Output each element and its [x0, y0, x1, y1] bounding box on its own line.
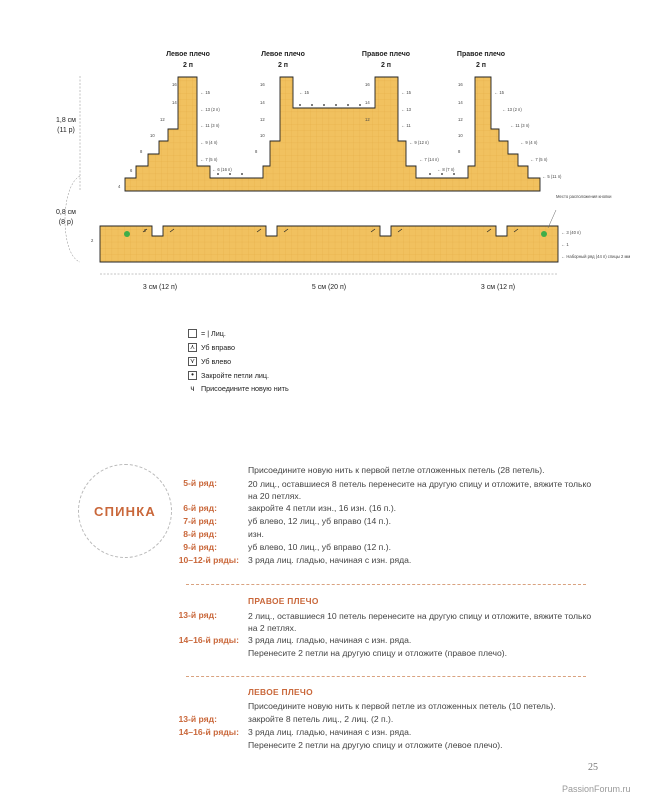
svg-text:16: 16: [458, 82, 463, 87]
svg-text:← 11: ← 11: [401, 123, 411, 128]
svg-text:12: 12: [160, 117, 165, 122]
svg-text:14: 14: [365, 100, 370, 105]
svg-text:← 1: ← 1: [561, 242, 569, 247]
svg-text:6: 6: [130, 168, 133, 173]
row-text: закройте 8 петель лиц., 2 лиц. (2 п.).: [248, 714, 394, 724]
svg-text:← 15: ← 15: [299, 90, 310, 95]
divider: [186, 584, 586, 585]
shoulder-label-3: Правое плечо: [361, 51, 411, 58]
svg-text:4: 4: [118, 184, 121, 189]
shoulder-label-4: Правое плечо: [456, 51, 506, 58]
row-text: уб влево, 10 лиц., уб вправо (12 п.).: [248, 542, 391, 552]
row-label: 14–16-й ряды:: [178, 635, 239, 645]
svg-text:5 см (20 п): 5 см (20 п): [311, 284, 347, 291]
shoulder-label-1: Левое плечо: [166, 51, 210, 58]
svg-text:← 13 (2 п): ← 13 (2 п): [502, 107, 522, 112]
intro-text: Присоедините новую нить к первой петле отложенных петель (28 петель).: [248, 465, 545, 475]
shoulder-label-3-sub: 2 п: [380, 62, 392, 69]
svg-text:(8 р): (8 р): [58, 219, 74, 226]
lower-notes: [548, 194, 630, 259]
svg-text:14: 14: [458, 100, 463, 105]
svg-text:← 15: ← 15: [401, 90, 412, 95]
svg-text:← 8 (7 п): ← 8 (7 п): [437, 167, 455, 172]
decrease-left-icon: ⋎: [189, 357, 196, 365]
row-text: 3 ряда лиц. гладью, начиная с изн. ряда.: [248, 555, 412, 565]
row-label: 13-й ряд:: [178, 610, 217, 620]
section-badge-title: СПИНКА: [94, 503, 156, 519]
row-label: 14–16-й ряды:: [178, 727, 239, 737]
svg-text:← 7 (14 п): ← 7 (14 п): [419, 157, 439, 162]
row-label: 6-й ряд:: [183, 503, 217, 513]
svg-text:1,8 см: 1,8 см: [56, 117, 76, 124]
svg-text:← 13: ← 13: [401, 107, 412, 112]
button-marker-right: [541, 231, 547, 237]
watermark: PassionForum.ru: [562, 784, 631, 794]
bind-off-icon: •: [188, 371, 197, 380]
page-number: 25: [588, 762, 598, 773]
svg-text:14: 14: [172, 100, 177, 105]
right-shoulder-title: ПРАВОЕ ПЛЕЧО: [248, 596, 319, 606]
shoulder-label-4-sub: 2 п: [475, 62, 487, 69]
divider: [186, 676, 586, 677]
svg-text:14: 14: [260, 100, 265, 105]
svg-text:10: 10: [150, 133, 155, 138]
shoulder-labels: [166, 51, 505, 69]
svg-text:0,8 см: 0,8 см: [56, 209, 76, 216]
svg-text:16: 16: [260, 82, 265, 87]
row-text: уб влево, 12 лиц., уб вправо (14 п.).: [248, 516, 391, 526]
svg-text:← 15: ← 15: [200, 90, 211, 95]
svg-text:2: 2: [91, 238, 94, 243]
svg-text:← 3 (40 п): ← 3 (40 п): [561, 230, 581, 235]
svg-text:12: 12: [458, 117, 463, 122]
svg-text:8: 8: [140, 149, 143, 154]
svg-text:← 13 (2 п): ← 13 (2 п): [200, 107, 220, 112]
shoulder-label-1-sub: 2 п: [182, 62, 194, 69]
svg-text:8: 8: [255, 149, 258, 154]
svg-text:← Наборный ряд (44 п) спицы 2: ← Наборный ряд (44 п) спицы 2 мм: [561, 254, 631, 259]
svg-text:3 см (12 п): 3 см (12 п): [142, 284, 178, 291]
row-text: 3 ряда лиц. гладью, начиная с изн. ряда.: [248, 635, 412, 645]
svg-text:← 9 (4 п): ← 9 (4 п): [200, 140, 218, 145]
intro-text: Присоедините новую нить к первой петле из отложенных петель (10 петель).: [248, 701, 556, 711]
decrease-right-icon: ⋏: [189, 343, 196, 351]
svg-text:3 см (12 п): 3 см (12 п): [480, 284, 516, 291]
svg-text:← 11 (3 п): ← 11 (3 п): [510, 123, 530, 128]
svg-text:16: 16: [172, 82, 177, 87]
row-text: 2 лиц., оставшиеся 10 петель перенесите на другую спицу и отложите, вяжите только на 2 петлях.: [248, 611, 592, 634]
svg-text:Место расположения кнопки: Место расположения кнопки: [556, 194, 612, 199]
svg-text:(11 р): (11 р): [57, 127, 75, 134]
legend-item: • Закройте петли лиц.: [188, 369, 269, 381]
legend-item: = | Лиц.: [188, 327, 226, 339]
row-label: 5-й ряд:: [183, 478, 217, 488]
svg-text:← 15: ← 15: [494, 90, 505, 95]
svg-text:← 7 (5 п): ← 7 (5 п): [530, 157, 548, 162]
row-text: Перенесите 2 петли на другую спицу и отложите (левое плечо).: [248, 740, 503, 750]
row-label: 9-й ряд:: [183, 542, 217, 552]
row-text: Перенесите 2 петли на другую спицу и отложите (правое плечо).: [248, 648, 507, 658]
legend-item: ч Присоедините новую нить: [188, 382, 289, 394]
knit-square-icon: [188, 329, 197, 338]
svg-text:12: 12: [260, 117, 265, 122]
left-shoulder-title: ЛЕВОЕ ПЛЕЧО: [248, 687, 313, 697]
knitting-chart: [0, 0, 657, 300]
row-text: закройте 4 петли изн., 16 изн. (16 п.).: [248, 503, 397, 513]
svg-text:12: 12: [365, 117, 370, 122]
svg-text:10: 10: [260, 133, 265, 138]
upper-chart-body: [125, 77, 540, 191]
svg-text:← 9 (12 п): ← 9 (12 п): [409, 140, 429, 145]
bottom-dimensions: [100, 274, 558, 291]
join-yarn-icon: ч: [190, 383, 195, 393]
row-text: 3 ряда лиц. гладью, начиная с изн. ряда.: [248, 727, 412, 737]
shoulder-label-2: Левое плечо: [261, 51, 305, 58]
row-text: изн.: [248, 529, 264, 539]
row-label: 7-й ряд:: [183, 516, 217, 526]
left-dimensions: [56, 76, 80, 262]
svg-text:16: 16: [365, 82, 370, 87]
legend-item: ⋎ Уб влево: [189, 356, 232, 366]
button-marker-left: [124, 231, 130, 237]
svg-text:← 7 (5 п): ← 7 (5 п): [200, 157, 218, 162]
svg-text:10: 10: [458, 133, 463, 138]
row-text: 20 лиц., оставшиеся 8 петель перенесите на другую спицу и отложите, вяжите только на 20 петлях.: [248, 479, 592, 502]
svg-text:← 9 (4 п): ← 9 (4 п): [520, 140, 538, 145]
row-label: 13-й ряд:: [178, 714, 217, 724]
svg-text:← 11 (3 п): ← 11 (3 п): [200, 123, 220, 128]
row-label: 10–12-й ряды:: [178, 555, 239, 565]
svg-text:← 6 (16 п): ← 6 (16 п): [212, 167, 232, 172]
row-label: 8-й ряд:: [183, 529, 217, 539]
shoulder-label-2-sub: 2 п: [277, 62, 289, 69]
svg-text:8: 8: [458, 149, 461, 154]
svg-text:← 5 (11 п): ← 5 (11 п): [542, 174, 562, 179]
lower-chart-body: [100, 226, 558, 262]
legend-item: ⋏ Уб вправо: [189, 342, 235, 352]
